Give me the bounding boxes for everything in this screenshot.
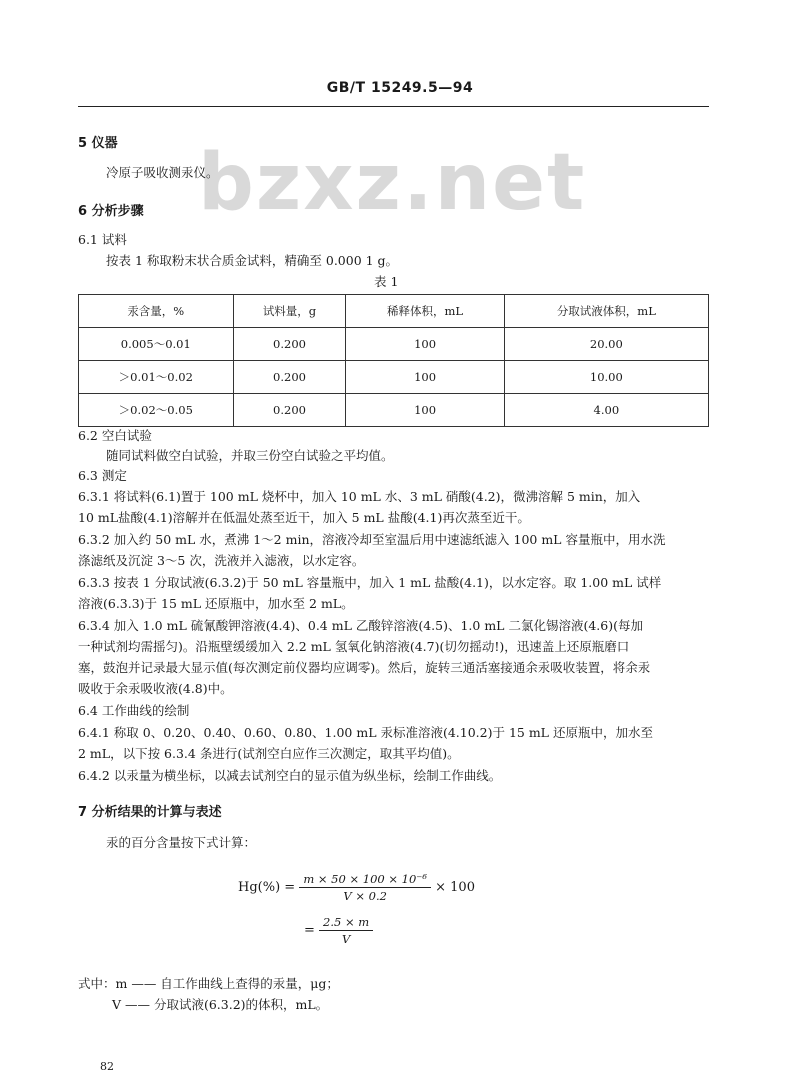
formula-fraction-2 [319,915,373,946]
col-header-dilution-volume: 稀释体积，mL [346,295,504,328]
section-6-4-1-line: 2 mL，以下按 6.3.4 条进行(试剂空白应作三次测定，取其平均值)。 [78,746,460,761]
page-header: GB/T 15249.5—94 [326,80,474,96]
section-6-4-2-body: 6.4.2 以汞量为横坐标，以减去试剂空白的显示值为纵坐标，绘制工作曲线。 [78,768,502,783]
section-6-title: 6 分析步骤 [78,204,144,219]
formula-denominator-2: V [341,932,351,946]
section-6-3-1-line: 10 mL盐酸(4.1)溶解并在低温处蒸至近干，加入 5 mL 盐酸(4.1)再次蒸至近干。 [78,510,530,525]
where-line-2: V —— 分取试液(6.3.2)的体积，mL。 [112,997,329,1012]
section-6-3-2-line: 涤滤纸及沉淀 3～5 次，洗液并入滤液，以水定容。 [78,553,365,568]
formula-numerator-2: 2.5 × m [319,915,373,931]
section-7-body: 汞的百分含量按下式计算： [106,835,257,850]
table-row [79,361,709,394]
section-6-3-4-line: 吸收于余汞吸收液(4.8)中。 [78,681,233,696]
section-6-3-2-line: 6.3.2 加入约 50 mL 水，煮沸 1～2 min，溶液冷却至室温后用中速滤纸滤入 100 mL 容量瓶中，用水洗 [78,532,666,547]
table-cell: 100 [346,328,504,361]
table-cell: ＞0.01～0.02 [79,361,234,394]
table-cell: 20.00 [504,328,708,361]
section-6-3-3-line: 6.3.3 按表 1 分取试液(6.3.2)于 50 mL 容量瓶中，加入 1 mL 盐酸(4.1)，以水定容。取 1.00 mL 试样 [78,575,662,590]
section-6-3-3-line: 溶液(6.3.3)于 15 mL 还原瓶中，加水至 2 mL。 [78,596,354,611]
header-rule [78,106,709,107]
formula-lhs: Hg(%) = [238,880,296,895]
col-header-mercury: 汞含量，% [79,295,234,328]
table-cell: 0.200 [233,328,346,361]
table-cell: 0.200 [233,361,346,394]
table-cell: 0.200 [233,394,346,427]
table-cell: 10.00 [504,361,708,394]
section-6-3-4-line: 一种试剂均需摇匀)。沿瓶壁缓缓加入 2.2 mL 氢氧化钠溶液(4.7)(切勿摇动!)，迅速盖上还原瓶磨口 [78,639,630,654]
page-number: 82 [100,1060,114,1073]
formula-equals: = [304,923,315,938]
table-1 [78,294,709,427]
table-1-caption: 表 1 [374,274,399,289]
section-6-4-title: 6.4 工作曲线的绘制 [78,703,190,718]
formula-denominator-1: V × 0.2 [343,889,387,903]
table-cell: ＞0.02～0.05 [79,394,234,427]
table-header-row [79,295,709,328]
section-6-1-title: 6.1 试料 [78,232,127,247]
section-6-2-title: 6.2 空白试验 [78,428,152,443]
section-5-body: 冷原子吸收测汞仪。 [106,165,219,180]
section-6-3-4-line: 塞，鼓泡并记录最大显示值(每次测定前仪器均应调零)。然后，旋转三通活塞接通余汞吸收装置，将余汞 [78,660,651,675]
formula-tail: × 100 [435,880,475,895]
section-6-3-title: 6.3 测定 [78,468,127,483]
col-header-sample-mass: 试料量，g [233,295,346,328]
formula-fraction-1 [299,872,431,903]
watermark-logo: bzxz.net [198,138,587,228]
table-cell: 4.00 [504,394,708,427]
section-6-4-1-line: 6.4.1 称取 0、0.20、0.40、0.60、0.80、1.00 mL 汞标准溶液(4.10.2)于 15 mL 还原瓶中，加水至 [78,725,653,740]
col-header-aliquot-volume: 分取试液体积，mL [504,295,708,328]
section-5-title: 5 仪器 [78,136,118,151]
section-7-title: 7 分析结果的计算与表述 [78,805,222,820]
table-cell: 100 [346,394,504,427]
section-6-3-4-line: 6.3.4 加入 1.0 mL 硫氰酸钾溶液(4.4)、0.4 mL 乙酸锌溶液(4.5)、1.0 mL 二氯化锡溶液(4.6)(每加 [78,618,643,633]
table-cell: 0.005～0.01 [79,328,234,361]
section-6-1-body: 按表 1 称取粉末状合质金试料，精确至 0.000 1 g。 [106,253,399,268]
formula-line-2 [304,915,373,946]
section-6-3-1-line: 6.3.1 将试料(6.1)置于 100 mL 烧杯中，加入 10 mL 水、3 mL 硝酸(4.2)，微沸溶解 5 min，加入 [78,489,641,504]
table-cell: 100 [346,361,504,394]
table-row [79,394,709,427]
section-6-2-body: 随同试料做空白试验，并取三份空白试验之平均值。 [106,448,394,463]
where-line-1: 式中：m —— 自工作曲线上查得的汞量，μg； [78,976,339,991]
table-row [79,328,709,361]
formula-numerator-1: m × 50 × 100 × 10⁻⁶ [299,872,431,888]
formula-line-1 [238,872,475,903]
